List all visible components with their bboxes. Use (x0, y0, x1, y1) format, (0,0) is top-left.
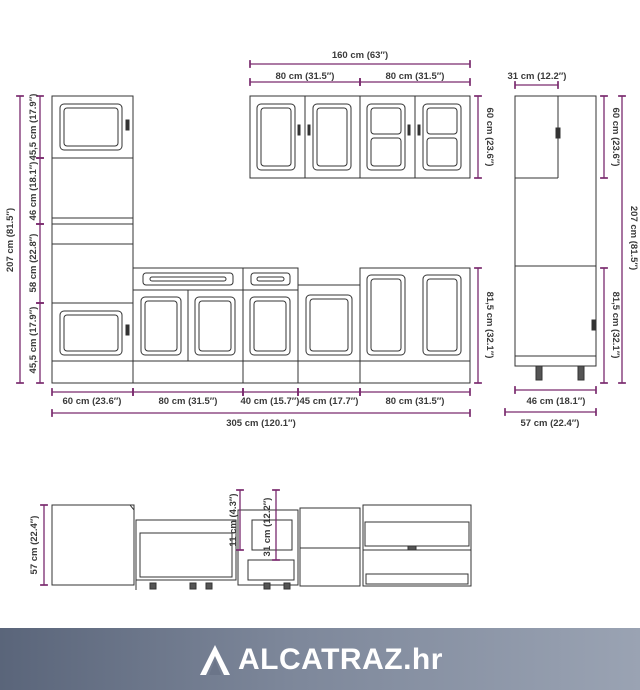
dim-upper-right-width: 80 cm (31.5″) (385, 71, 445, 82)
top-dimension-lines (44, 490, 276, 585)
base-cabinet-45 (298, 285, 360, 383)
dim-tall-bottom-height: 45,5 cm (17.9″) (28, 306, 39, 374)
dim-side-base-height: 81,5 cm (32.1″) (610, 291, 621, 359)
dim-tall-lower-mid-height: 58 cm (22.8″) (28, 233, 39, 293)
plan-base-80 (136, 520, 236, 580)
brand-name: ALCATRAZ.hr (238, 643, 443, 676)
base-cabinet-80b (360, 268, 470, 383)
dim-side-upper-height: 60 cm (23.6″) (610, 107, 621, 167)
dim-top-width: 160 cm (63″) (331, 50, 389, 61)
dim-side-total-height: 207 cm (81.5″) (628, 205, 639, 271)
dim-plan-drawer-height: 11 cm (4.3″) (228, 493, 239, 547)
dim-plan-depth: 57 cm (22.4″) (29, 515, 40, 575)
dim-upper-height: 60 cm (23.6″) (484, 107, 495, 167)
dim-base-height: 81,5 cm (32.1″) (484, 291, 495, 359)
dim-tall-mid-height: 46 cm (18.1″) (28, 161, 39, 221)
dim-width-1: 60 cm (23.6″) (62, 396, 122, 407)
dim-width-4: 45 cm (17.7″) (299, 396, 359, 407)
dim-width-3: 40 cm (15.7″) (240, 396, 300, 407)
dim-width-2: 80 cm (31.5″) (158, 396, 218, 407)
dim-tall-total-height: 207 cm (81.5″) (5, 207, 16, 273)
dim-width-5: 80 cm (31.5″) (385, 396, 445, 407)
brand-logo (198, 640, 443, 680)
side-view (515, 96, 596, 380)
side-dimension-labels (508, 71, 639, 429)
plan-tall-cabinet (52, 505, 134, 585)
dim-side-base-depth: 46 cm (18.1″) (526, 396, 586, 407)
dim-side-total-depth: 57 cm (22.4″) (520, 418, 580, 429)
dim-tall-top-height: 45,5 cm (17.9″) (28, 93, 39, 161)
dim-plan-drawer-depth: 31 cm (12.2″) (262, 497, 273, 557)
dim-upper-left-width: 80 cm (31.5″) (275, 71, 335, 82)
side-dimension-lines (505, 85, 622, 412)
alcatraz-logo-icon (198, 643, 232, 677)
front-view (52, 96, 470, 383)
dim-side-upper-depth: 31 cm (12.2″) (507, 71, 567, 82)
dim-total-width: 305 cm (120.1″) (226, 418, 296, 429)
